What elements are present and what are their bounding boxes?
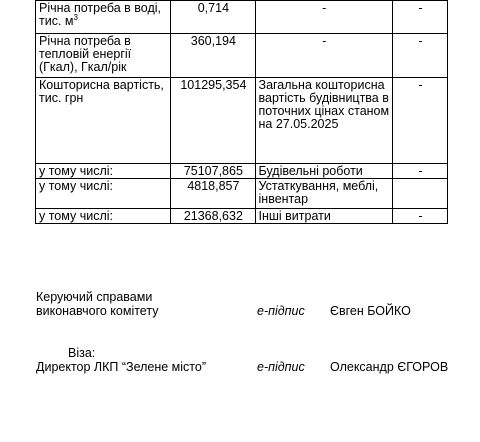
position-line: Керуючий справами: [36, 290, 153, 304]
row-name: Річна потреба в тепловій енергії (Гкал), Гкал/рік: [36, 34, 171, 78]
unit-superscript: 3: [73, 12, 78, 22]
row-note: -: [255, 34, 392, 78]
row-extra: -: [392, 209, 447, 224]
row-extra: [392, 179, 447, 209]
row-extra: -: [392, 1, 447, 34]
row-extra: -: [392, 34, 447, 78]
row-name: [36, 1, 171, 34]
table-row: [36, 1, 448, 34]
e-signature-2: е-підпис: [257, 360, 305, 374]
signatory-name-2: Олександр ЄГОРОВ: [330, 360, 449, 374]
signatory-position-1: [36, 290, 158, 318]
row-value: 21368,632: [171, 209, 255, 224]
row-note: -: [255, 1, 392, 34]
row-value: 0,714: [171, 1, 255, 34]
row-note: Загальна кошторисна вартість будівництва в поточних цінах станом на 27.05.2025: [255, 78, 392, 164]
row-note: Інші витрати: [255, 209, 392, 224]
table-row: [36, 179, 448, 209]
row-value: 360,194: [171, 34, 255, 78]
table-row: [36, 209, 448, 224]
row-note: Будівельні роботи: [255, 164, 392, 179]
table-row: [36, 164, 448, 179]
data-table: [35, 0, 448, 224]
row-name: Кошторисна вартість, тис. грн: [36, 78, 171, 164]
table-row: [36, 78, 448, 164]
row-name: у тому числі:: [36, 164, 171, 179]
row-name: у тому числі:: [36, 209, 171, 224]
position-line: виконавчого комітету: [36, 304, 159, 318]
signatory-name-1: Євген БОЙКО: [330, 304, 411, 318]
row-name: у тому числі:: [36, 179, 171, 209]
e-signature-1: е-підпис: [257, 304, 305, 318]
row-value: 101295,354: [171, 78, 255, 164]
row-extra: -: [392, 164, 447, 179]
row-name-line2: тис. м: [39, 14, 74, 28]
table-row: [36, 34, 448, 78]
visa-label: Віза:: [68, 346, 96, 360]
row-note: Устаткування, меблі, інвентар: [255, 179, 392, 209]
row-name-line1: Річна потреба в воді,: [39, 1, 162, 15]
row-value: 75107,865: [171, 164, 255, 179]
row-extra: -: [392, 78, 447, 164]
signatory-position-2: Директор ЛКП “Зелене місто”: [36, 360, 207, 374]
row-value: 4818,857: [171, 179, 255, 209]
